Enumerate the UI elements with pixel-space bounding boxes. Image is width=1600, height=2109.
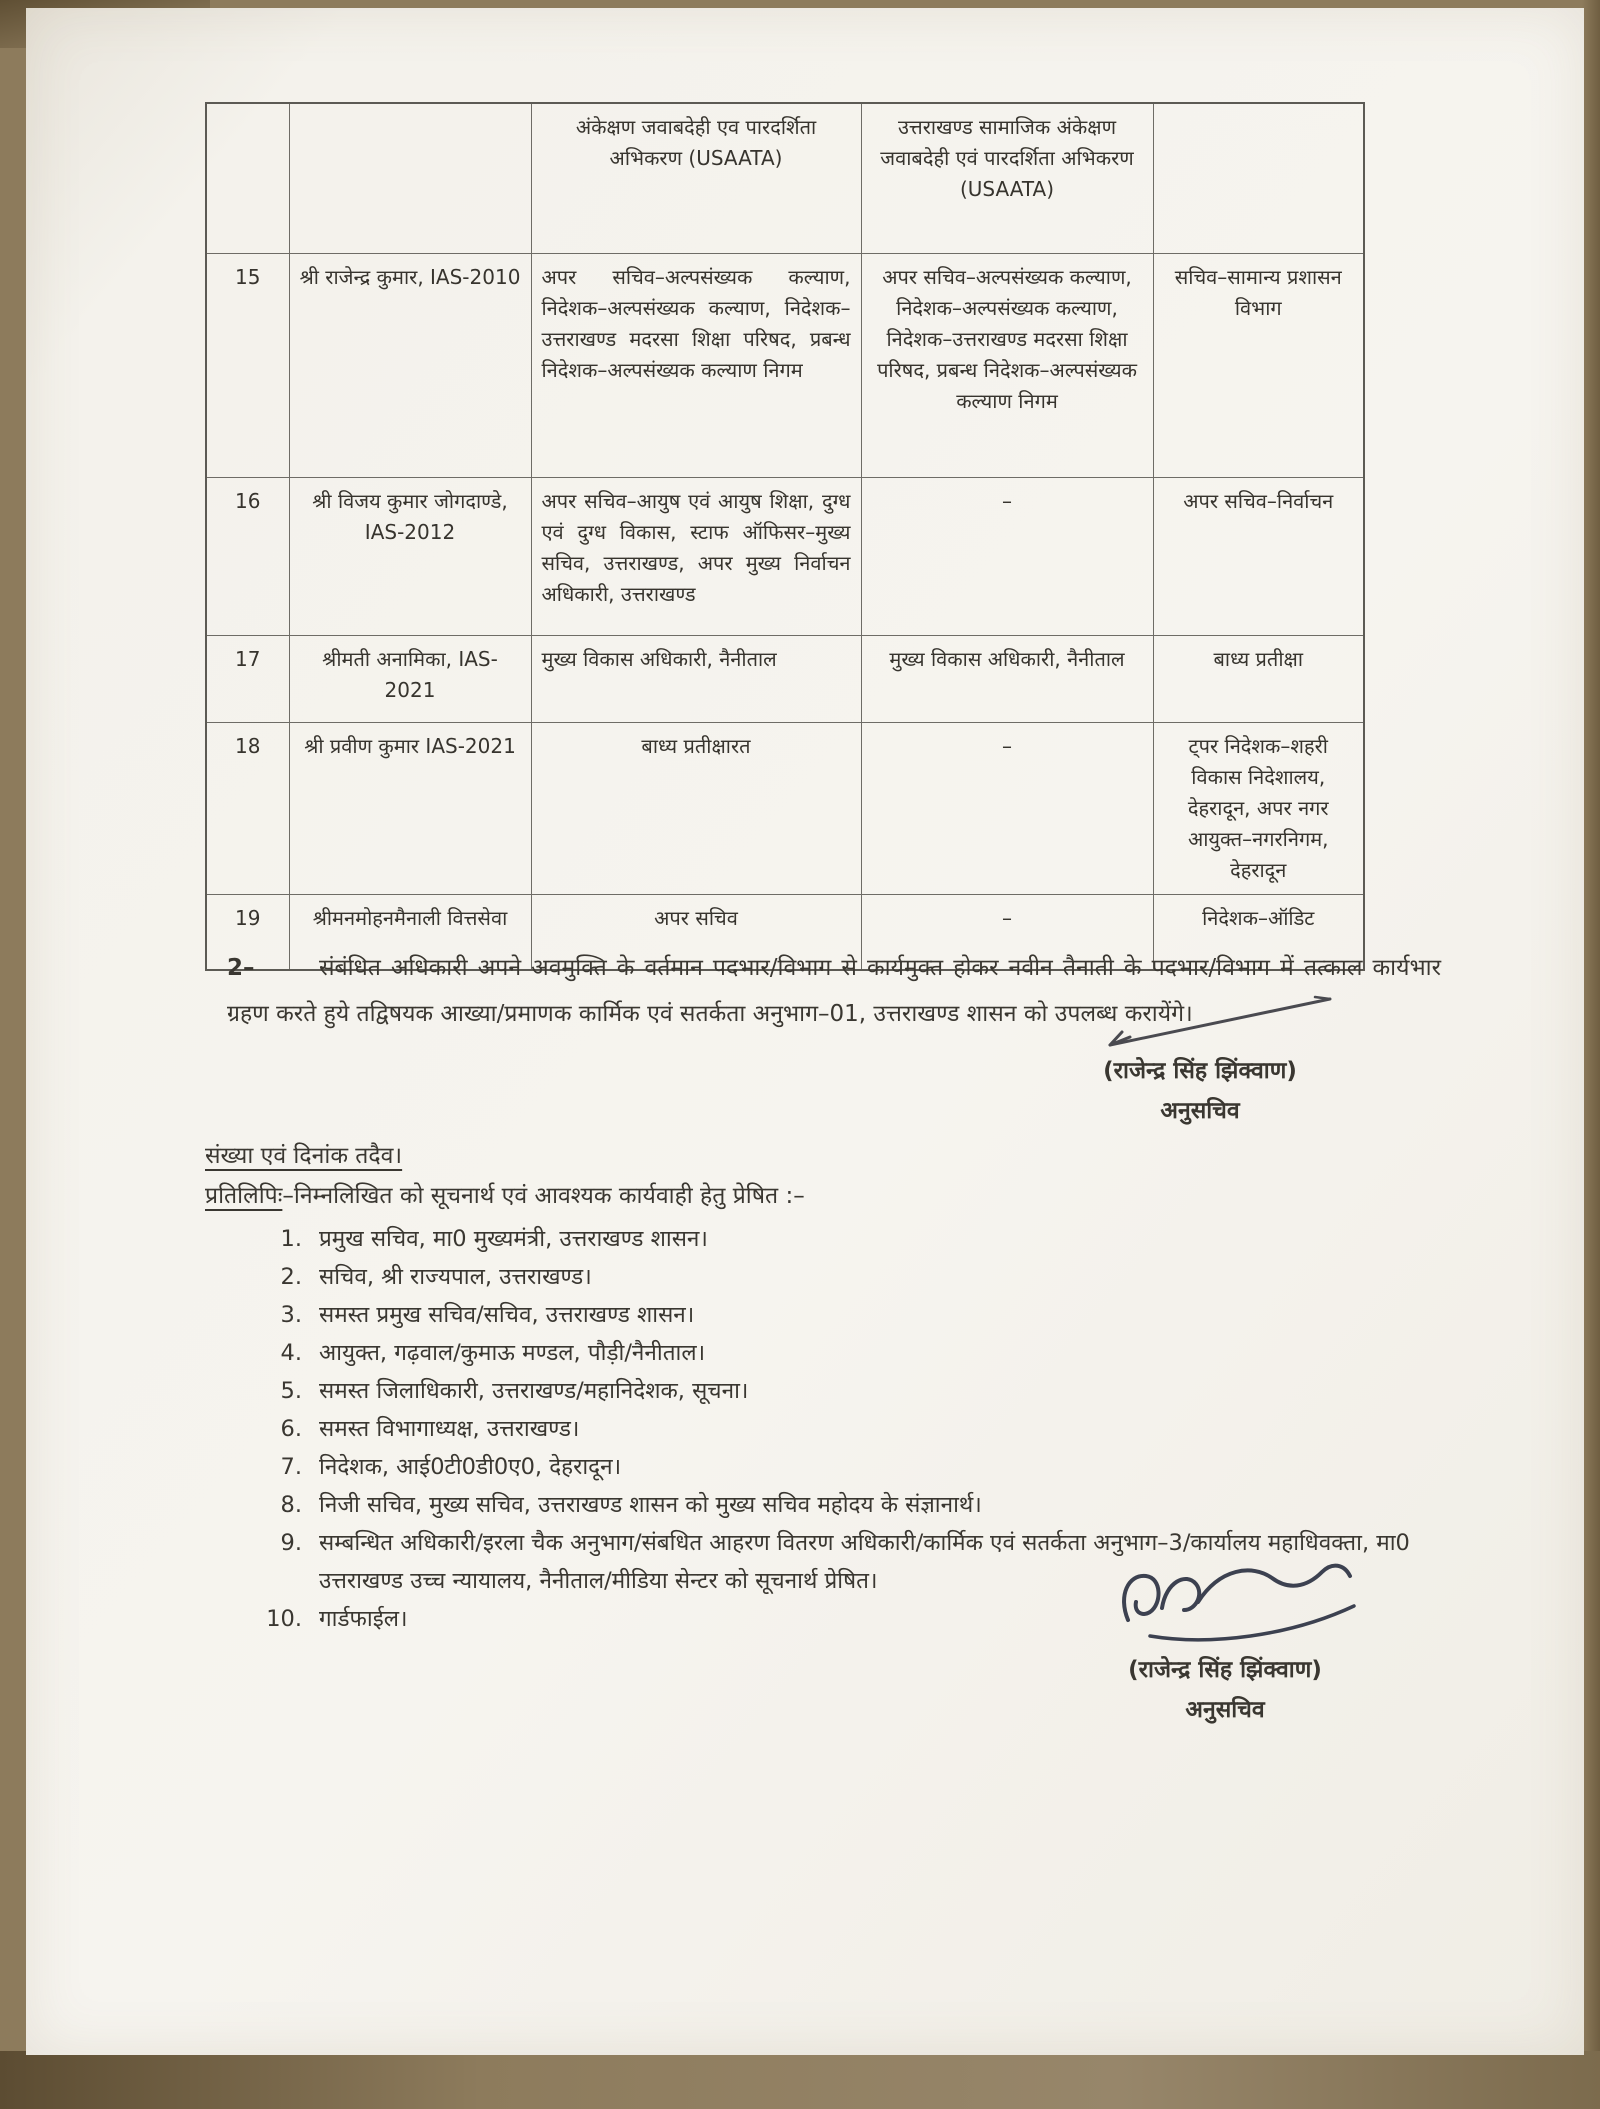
signature-block-bottom	[1055, 1540, 1395, 1750]
signatory-designation: अनुसचिव	[1160, 1098, 1240, 1124]
signatory-name: (राजेन्द्र सिंह झिंक्वाण)	[1103, 1058, 1297, 1084]
cell-serial: 18	[206, 722, 289, 894]
cell-officer: श्रीमनमोहनमैनाली वित्तसेवा	[289, 894, 531, 970]
list-item	[258, 1372, 1454, 1410]
cell-officer: श्री राजेन्द्र कुमार, IAS-2010	[289, 253, 531, 477]
paragraph-number: 2–	[227, 955, 255, 981]
list-item-text: प्रमुख सचिव, मा0 मुख्यमंत्री, उत्तराखण्ड शासन।	[319, 1226, 708, 1252]
transfer-order-table	[205, 102, 1365, 971]
list-item-number: 1.	[280, 1226, 302, 1252]
cell-relieved-charge: मुख्य विकास अधिकारी, नैनीताल	[861, 635, 1153, 722]
list-item-text: गार्डफाईल।	[319, 1606, 408, 1632]
signature-scribble-icon	[1110, 1548, 1360, 1648]
cell-new-posting	[1153, 103, 1364, 253]
signature-block-top	[1030, 985, 1370, 1135]
signature-arrow-icon	[1030, 985, 1370, 1051]
cell-new-posting: ट्पर निदेशक–शहरी विकास निदेशालय, देहरादून, अपर नगर आयुक्त–नगरनिगम, देहरादून	[1153, 722, 1364, 894]
list-item-number: 3.	[280, 1302, 302, 1328]
table-row	[206, 722, 1364, 894]
list-item-text: आयुक्त, गढ़वाल/कुमाऊ मण्डल, पौड़ी/नैनीताल।	[319, 1340, 706, 1366]
table-row	[206, 635, 1364, 722]
list-item-text: समस्त प्रमुख सचिव/सचिव, उत्तराखण्ड शासन।	[319, 1302, 695, 1328]
list-item	[258, 1410, 1454, 1448]
signatory-name: (राजेन्द्र सिंह झिंक्वाण)	[1128, 1657, 1322, 1683]
cell-serial: 15	[206, 253, 289, 477]
cell-relieved-charge: उत्तराखण्ड सामाजिक अंकेक्षण जवाबदेही एवं पारदर्शिता अभिकरण (USAATA)	[861, 103, 1153, 253]
cell-relieved-charge: अपर सचिव–अल्पसंख्यक कल्याण, निदेशक–अल्पसंख्यक कल्याण, निदेशक–उत्तराखण्ड मदरसा शिक्षा परिषद, प्रबन्ध निदेशक–अल्पसंख्यक कल्याण निगम	[861, 253, 1153, 477]
list-item-number: 4.	[280, 1340, 302, 1366]
number-date-line: संख्या एवं दिनांक तदैव।	[205, 1143, 403, 1169]
table-row-continuation	[206, 103, 1364, 253]
list-item	[258, 1296, 1454, 1334]
cell-officer: श्री विजय कुमार जोगदाण्डे, IAS-2012	[289, 477, 531, 635]
cell-serial: 19	[206, 894, 289, 970]
cell-current-charge: अपर सचिव–अल्पसंख्यक कल्याण, निदेशक–अल्पसंख्यक कल्याण, निदेशक–उत्तराखण्ड मदरसा शिक्षा परिषद, प्रबन्ध निदेशक–अल्पसंख्यक कल्याण निगम	[531, 253, 861, 477]
list-item-text: समस्त जिलाधिकारी, उत्तराखण्ड/महानिदेशक, सूचना।	[319, 1378, 749, 1404]
copy-heading	[205, 1178, 805, 1210]
list-item-number: 8.	[280, 1492, 302, 1518]
cell-current-charge: अपर सचिव–आयुष एवं आयुष शिक्षा, दुग्ध एवं दुग्ध विकास, स्टाफ ऑफिसर–मुख्य सचिव, उत्तराखण्ड, अपर मुख्य निर्वाचन अधिकारी, उत्तराखण्ड	[531, 477, 861, 635]
cell-new-posting: सचिव–सामान्य प्रशासन विभाग	[1153, 253, 1364, 477]
cell-officer: श्रीमती अनामिका, IAS-2021	[289, 635, 531, 722]
cell-current-charge: मुख्य विकास अधिकारी, नैनीताल	[531, 635, 861, 722]
copy-heading-rest: –निम्नलिखित को सूचनार्थ एवं आवश्यक कार्यवाही हेतु प्रेषित :–	[282, 1183, 805, 1209]
cell-relieved-charge: –	[861, 894, 1153, 970]
signatory-designation: अनुसचिव	[1185, 1697, 1265, 1723]
cell-officer: श्री प्रवीण कुमार IAS-2021	[289, 722, 531, 894]
cell-serial: 16	[206, 477, 289, 635]
cell-relieved-charge: –	[861, 722, 1153, 894]
cell-new-posting: बाध्य प्रतीक्षा	[1153, 635, 1364, 722]
cell-new-posting: अपर सचिव–निर्वाचन	[1153, 477, 1364, 635]
list-item	[258, 1334, 1454, 1372]
list-item	[258, 1486, 1454, 1524]
list-item-text: निजी सचिव, मुख्य सचिव, उत्तराखण्ड शासन को मुख्य सचिव महोदय के संज्ञानार्थ।	[319, 1492, 982, 1518]
table-row	[206, 253, 1364, 477]
list-item-number: 7.	[280, 1454, 302, 1480]
copy-heading-label: प्रतिलिपिः	[205, 1183, 283, 1209]
cell-current-charge: अपर सचिव	[531, 894, 861, 970]
list-item-number: 9.	[280, 1530, 302, 1556]
cell-current-charge: बाध्य प्रतीक्षारत	[531, 722, 861, 894]
cell-new-posting: निदेशक–ऑडिट	[1153, 894, 1364, 970]
list-item-number: 6.	[280, 1416, 302, 1442]
scan-edge-right	[1582, 0, 1600, 2109]
cell-serial: 17	[206, 635, 289, 722]
cell-officer	[289, 103, 531, 253]
list-item-number: 5.	[280, 1378, 302, 1404]
list-item-text: समस्त विभागाध्यक्ष, उत्तराखण्ड।	[319, 1416, 580, 1442]
list-item-text: निदेशक, आई0टी0डी0ए0, देहरादून।	[319, 1454, 622, 1480]
table-row	[206, 477, 1364, 635]
paragraph-text: संबंधित अधिकारी अपने अवमुक्ति के वर्तमान पदभार/विभाग से कार्यमुक्त होकर नवीन तैनाती के पदभार/विभाग में तत्काल कार्यभार ग्रहण करते हुये तद्विषयक आख्या/प्रमाणक कार्मिक एवं सतर्कता अनुभाग–01, उत्तराखण्ड शासन को उपलब्ध करायेंगे।	[227, 955, 1441, 1027]
list-item-number: 10.	[266, 1606, 302, 1632]
list-item-text: सचिव, श्री राज्यपाल, उत्तराखण्ड।	[319, 1264, 592, 1290]
list-item-number: 2.	[280, 1264, 302, 1290]
list-item-text: सम्बन्धित अधिकारी/इरला चैक अनुभाग/संबधित आहरण वितरण अधिकारी/कार्मिक एवं सतर्कता अनुभाग–3/कार्यालय महाधिवक्ता, मा0 उत्तराखण्ड उच्च न्यायालय, नैनीताल/मीडिया सेन्टर को सूचनार्थ प्रेषित।	[319, 1530, 1410, 1594]
cell-current-charge: अंकेक्षण जवाबदेही एव पारदर्शिता अभिकरण (USAATA)	[531, 103, 861, 253]
list-item	[258, 1220, 1454, 1258]
cell-serial	[206, 103, 289, 253]
scan-edge-bottom	[0, 2051, 1600, 2109]
cell-relieved-charge: –	[861, 477, 1153, 635]
list-item	[258, 1258, 1454, 1296]
list-item	[258, 1448, 1454, 1486]
